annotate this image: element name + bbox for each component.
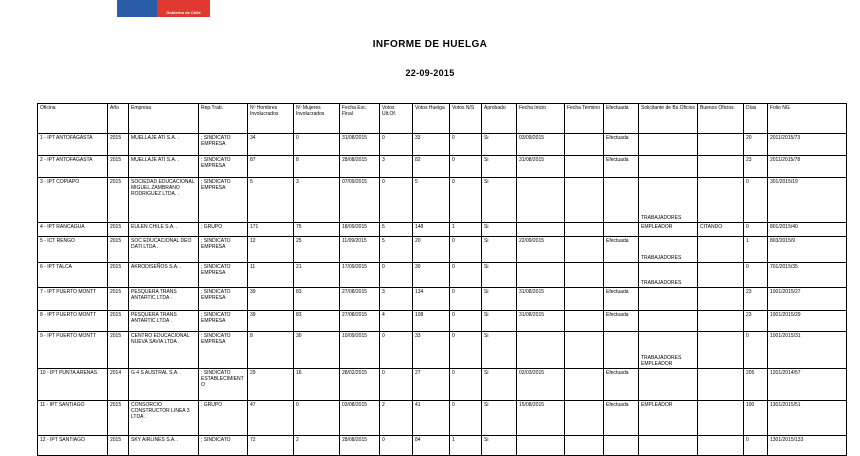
table-cell: 18/09/2015 (340, 223, 380, 237)
table-cell: 5 (380, 223, 413, 237)
table-cell (639, 288, 698, 311)
table-cell: 5 (248, 178, 294, 223)
table-cell: 39 (248, 311, 294, 332)
table-cell: 2015 (108, 263, 129, 288)
table-cell: Si (482, 311, 517, 332)
table-cell (565, 156, 604, 178)
table-cell: 9 - IPT PUERTO MONTT (38, 332, 108, 369)
table-cell: 30 (413, 263, 450, 288)
table-cell: SOC EDUCACIONAL DEO DATI LTDA . (129, 237, 199, 263)
table-cell: ; GRUPO (199, 223, 248, 237)
column-header: Votos Ult.Of. (380, 104, 413, 134)
table-cell: 3 - IPT COPIAPO (38, 178, 108, 223)
table-cell: 1301/2015/133 (768, 436, 847, 456)
table-cell: 27/08/2015 (340, 288, 380, 311)
table-cell: 27 (413, 369, 450, 401)
table-cell: 17/09/2015 (340, 263, 380, 288)
table-cell: 2015 (108, 332, 129, 369)
column-header: Aprobado (482, 104, 517, 134)
table-cell: 83 (294, 288, 340, 311)
table-cell: 0 (744, 178, 768, 223)
table-cell: 2 - IPT ANTOFAGASTA (38, 156, 108, 178)
table-cell: 0 (380, 332, 413, 369)
table-cell: 0 (744, 332, 768, 369)
table-cell: 20 (744, 134, 768, 156)
table-cell: 1001/2015/29 (768, 311, 847, 332)
table-cell (517, 436, 565, 456)
table-cell: 3 (380, 156, 413, 178)
table-cell: 2011/2015/73 (768, 134, 847, 156)
table-cell: 28/08/2015 (340, 156, 380, 178)
table-cell: EMPLEADOR (639, 223, 698, 237)
table-cell: 15/08/2015 (517, 401, 565, 436)
table-cell: Efectuada (604, 288, 639, 311)
table-cell: 02/03/2015 (517, 369, 565, 401)
table-cell: 22/09/2015 (517, 237, 565, 263)
column-header: Rep.Trab. (199, 104, 248, 134)
table-cell: ; SINDICATO EMPRESA (199, 237, 248, 263)
table-cell: 2011/2015/78 (768, 156, 847, 178)
table-cell (565, 223, 604, 237)
table-cell: 2015 (108, 311, 129, 332)
table-cell: TRABAJADORES (639, 178, 698, 223)
table-cell (639, 369, 698, 401)
table-cell: 4 - IPT RANCAGUA (38, 223, 108, 237)
table-row (38, 311, 847, 332)
column-header: Votos Huelga (413, 104, 450, 134)
table-cell: 11 (248, 263, 294, 288)
table-cell: 12 (248, 237, 294, 263)
table-cell: G 4 S AUSTRAL S.A. . (129, 369, 199, 401)
table-cell: 3 (380, 288, 413, 311)
column-header: Buenos Oficios (698, 104, 744, 134)
column-header: Oficina (38, 104, 108, 134)
column-header: Días (744, 104, 768, 134)
column-header: Folio NG (768, 104, 847, 134)
table-cell: 82 (413, 156, 450, 178)
table-cell: 0 (450, 156, 482, 178)
table-cell: 0 (450, 369, 482, 401)
logo-text: Gobierno de Chile (166, 10, 201, 15)
table-cell: 0 (380, 134, 413, 156)
table-cell: EULEN CHILE S.A. . (129, 223, 199, 237)
table-cell: 75 (294, 223, 340, 237)
table-cell: MUELLAJE ATI S.A. . (129, 156, 199, 178)
table-row (38, 134, 847, 156)
table-cell: 12 - IPT SANTIAGO (38, 436, 108, 456)
table-cell: 2015 (108, 288, 129, 311)
table-cell: 30 (294, 332, 340, 369)
table-cell (604, 178, 639, 223)
table-cell: Si (482, 401, 517, 436)
table-cell: MUELLAJE ATI S.A. . (129, 134, 199, 156)
table-cell: 1 - IPT ANTOFAGASTA (38, 134, 108, 156)
table-cell: 20 (413, 237, 450, 263)
column-header: Fecha Inicio (517, 104, 565, 134)
table-cell (698, 134, 744, 156)
table-cell: 29 (248, 369, 294, 401)
table-cell: TRABAJADORES EMPLEADOR (639, 332, 698, 369)
table-cell: 7 - IPT PUERTO MONTT (38, 288, 108, 311)
table-cell: ; SINDICATO EMPRESA (199, 288, 248, 311)
table-header-row (38, 104, 847, 134)
table-cell: 21 (294, 263, 340, 288)
table-cell (698, 436, 744, 456)
table-cell: Si (482, 288, 517, 311)
logo-flag-red-block (157, 0, 210, 17)
table-cell: 41 (413, 401, 450, 436)
table-cell: 0 (744, 436, 768, 456)
table-cell: 83 (294, 311, 340, 332)
table-cell: 0 (450, 401, 482, 436)
column-header: Solicitante de Bs.Oficios (639, 104, 698, 134)
table-cell: SOCIEDAD EDUCACIONAL MIGUEL ZAMBRANO RODRIGUEZ LTDA. . (129, 178, 199, 223)
table-row (38, 332, 847, 369)
table-cell: Si (482, 223, 517, 237)
table-cell: 23 (744, 288, 768, 311)
table-cell: ; SINDICATO (199, 436, 248, 456)
table-cell: 100 (744, 401, 768, 436)
column-header: Empresa (129, 104, 199, 134)
table-cell: SKY AIRLINES S.A. . (129, 436, 199, 456)
gobierno-de-chile-logo (117, 0, 210, 17)
table-cell (698, 332, 744, 369)
table-cell (698, 369, 744, 401)
table-cell: 701/2015/35 (768, 263, 847, 288)
table-cell: 11/09/2015 (340, 237, 380, 263)
table-cell: 2 (294, 436, 340, 456)
column-header: Nº Hombres Involucrados (248, 104, 294, 134)
table-cell: 2015 (108, 436, 129, 456)
table-cell: 27/08/2015 (340, 311, 380, 332)
table-cell (639, 436, 698, 456)
table-cell: CENTRO EDUCACIONAL NUEVA SAVIA LTDA . (129, 332, 199, 369)
table-cell: ; SINDICATO EMPRESA (199, 156, 248, 178)
table-cell: ; SINDICATO EMPRESA (199, 311, 248, 332)
table-cell: Si (482, 156, 517, 178)
table-cell: 07/09/2015 (340, 178, 380, 223)
table-cell (639, 156, 698, 178)
table-cell: 34 (248, 134, 294, 156)
table-cell (604, 263, 639, 288)
table-cell: Efectuada (604, 311, 639, 332)
table-cell: 108 (413, 311, 450, 332)
table-cell: Si (482, 263, 517, 288)
table-cell: CITANDO (698, 223, 744, 237)
table-cell: 1301/2015/51 (768, 401, 847, 436)
table-cell (698, 178, 744, 223)
table-row (38, 369, 847, 401)
table-cell: 4 (380, 311, 413, 332)
table-cell: ; SINDICATO ESTABLECIMIENTO (199, 369, 248, 401)
table-cell: 801/2015/40 (768, 223, 847, 237)
table-cell: ; SINDICATO EMPRESA (199, 263, 248, 288)
table-row (38, 223, 847, 237)
column-header: Fecha Termino (565, 104, 604, 134)
table-cell (517, 332, 565, 369)
table-cell: Si (482, 237, 517, 263)
table-cell (698, 156, 744, 178)
table-cell: 0 (294, 401, 340, 436)
table-cell (604, 332, 639, 369)
table-cell: 39 (248, 288, 294, 311)
table-cell: ; SINDICATO EMPRESA (199, 332, 248, 369)
table-cell: 03/09/2015 (517, 134, 565, 156)
table-cell (565, 332, 604, 369)
table-cell: 31/08/2015 (517, 311, 565, 332)
column-header: Nº Mujeres Involucrados (294, 104, 340, 134)
table-row (38, 436, 847, 456)
table-cell: Efectuada (604, 237, 639, 263)
huelga-table (37, 103, 847, 456)
table-cell (698, 311, 744, 332)
table-cell: 25 (294, 237, 340, 263)
column-header: Fecha Esc. Final (340, 104, 380, 134)
table-cell: PESQUERA TRANS ANTARTIC LTDA . (129, 311, 199, 332)
table-cell: TRABAJADORES (639, 237, 698, 263)
table-cell: Efectuada (604, 134, 639, 156)
table-cell: 47 (248, 401, 294, 436)
table-cell: 2015 (108, 237, 129, 263)
table-cell: 0 (380, 263, 413, 288)
table-cell: 10/09/2015 (340, 332, 380, 369)
table-cell (698, 263, 744, 288)
table-cell: 1 (450, 436, 482, 456)
table-cell (698, 288, 744, 311)
table-cell (565, 178, 604, 223)
table-cell (639, 134, 698, 156)
table-cell (565, 288, 604, 311)
table-cell (565, 134, 604, 156)
table-cell: 1001/2015/27 (768, 288, 847, 311)
table-cell (604, 223, 639, 237)
table-cell: 301/2015/19 (768, 178, 847, 223)
table-cell: 2015 (108, 223, 129, 237)
table-cell (517, 178, 565, 223)
table-cell: Si (482, 332, 517, 369)
table-cell (698, 401, 744, 436)
table-cell (698, 237, 744, 263)
table-cell: 5 (413, 178, 450, 223)
table-cell: 0 (380, 436, 413, 456)
table-cell: 2014 (108, 369, 129, 401)
table-cell: 10 - IPT PUNTA ARENAS (38, 369, 108, 401)
table-cell: 0 (294, 134, 340, 156)
table-cell: 33 (413, 134, 450, 156)
table-cell: EMPLEADOR (639, 401, 698, 436)
table-cell: 0 (744, 223, 768, 237)
table-cell: Efectuada (604, 401, 639, 436)
table-cell: 0 (380, 369, 413, 401)
table-cell: Si (482, 436, 517, 456)
table-cell: Si (482, 134, 517, 156)
table-row (38, 263, 847, 288)
table-cell: 0 (450, 332, 482, 369)
table-cell: 2015 (108, 156, 129, 178)
table-cell: TRABAJADORES (639, 263, 698, 288)
table-cell: 84 (413, 436, 450, 456)
table-cell: 31/08/2015 (517, 156, 565, 178)
table-cell: 1 (744, 237, 768, 263)
table-row (38, 237, 847, 263)
column-header: Efectuada (604, 104, 639, 134)
table-cell: 0 (450, 311, 482, 332)
table-cell: 8 (294, 156, 340, 178)
table-cell: 1001/2015/31 (768, 332, 847, 369)
table-cell: PESQUERA TRANS ANTARTIC LTDA . (129, 288, 199, 311)
column-header: Año (108, 104, 129, 134)
table-cell: 28/02/2015 (340, 369, 380, 401)
table-cell: CONSORCIO CONSTRUCTOR LINEA 3 LTDA . (129, 401, 199, 436)
table-cell: 11 - IPT SANTIAGO (38, 401, 108, 436)
table-cell: 0 (450, 178, 482, 223)
table-cell: 0 (380, 178, 413, 223)
table-cell: ; SINDICATO EMPRESA (199, 178, 248, 223)
table-cell: 1201/2014/57 (768, 369, 847, 401)
table-cell: 0 (450, 237, 482, 263)
table-cell (639, 311, 698, 332)
table-cell: 8 (248, 332, 294, 369)
table-cell: 2015 (108, 134, 129, 156)
table-cell: 6 - IPT TALCA (38, 263, 108, 288)
table-cell: Si (482, 369, 517, 401)
table-cell: 5 - ICT RENGO (38, 237, 108, 263)
table-cell (604, 436, 639, 456)
table-cell (565, 436, 604, 456)
table-cell: 72 (248, 436, 294, 456)
table-cell: 2 (380, 401, 413, 436)
table-row (38, 288, 847, 311)
table-cell: 31/08/2015 (340, 134, 380, 156)
table-cell (565, 401, 604, 436)
table-cell: 205 (744, 369, 768, 401)
table-cell: 28/08/2015 (340, 436, 380, 456)
table-cell: 23 (744, 156, 768, 178)
table-cell: 0 (450, 134, 482, 156)
table-cell: 8 - IPT PUERTO MONTT (38, 311, 108, 332)
table-cell: 87 (248, 156, 294, 178)
table-cell: 16 (294, 369, 340, 401)
table-cell: Efectuada (604, 156, 639, 178)
column-header: Votos N/S (450, 104, 482, 134)
table-row (38, 178, 847, 223)
table-cell (565, 237, 604, 263)
table-cell: 1 (450, 223, 482, 237)
table-cell (517, 263, 565, 288)
table-cell: 134 (413, 288, 450, 311)
table-cell: 2015 (108, 401, 129, 436)
table-cell: 2015 (108, 178, 129, 223)
table-cell: 0 (450, 263, 482, 288)
table-cell: 03/08/2015 (340, 401, 380, 436)
table-cell: 0 (744, 263, 768, 288)
logo-flag-blue-block (117, 0, 157, 17)
table-cell: 3 (294, 178, 340, 223)
table-cell: AKRODISEÑOS S.A. . (129, 263, 199, 288)
table-cell: 0 (450, 288, 482, 311)
table-cell: ; SINDICATO EMPRESA (199, 134, 248, 156)
table-cell: ; GRUPO (199, 401, 248, 436)
table-cell: 23 (744, 311, 768, 332)
table-cell: 171 (248, 223, 294, 237)
table-cell: 33 (413, 332, 450, 369)
table-cell: 5 (380, 237, 413, 263)
table-row (38, 156, 847, 178)
table-cell (565, 263, 604, 288)
table-cell: 31/08/2015 (517, 288, 565, 311)
report-title: INFORME DE HUELGA (372, 39, 488, 50)
report-date: 22-09-2015 (405, 68, 455, 78)
table-row (38, 401, 847, 436)
table-cell: Efectuada (604, 369, 639, 401)
table-cell (517, 223, 565, 237)
table-cell (565, 311, 604, 332)
table-cell: Si (482, 178, 517, 223)
table-cell: 803/2015/9 (768, 237, 847, 263)
table-cell (565, 369, 604, 401)
table-cell: 148 (413, 223, 450, 237)
